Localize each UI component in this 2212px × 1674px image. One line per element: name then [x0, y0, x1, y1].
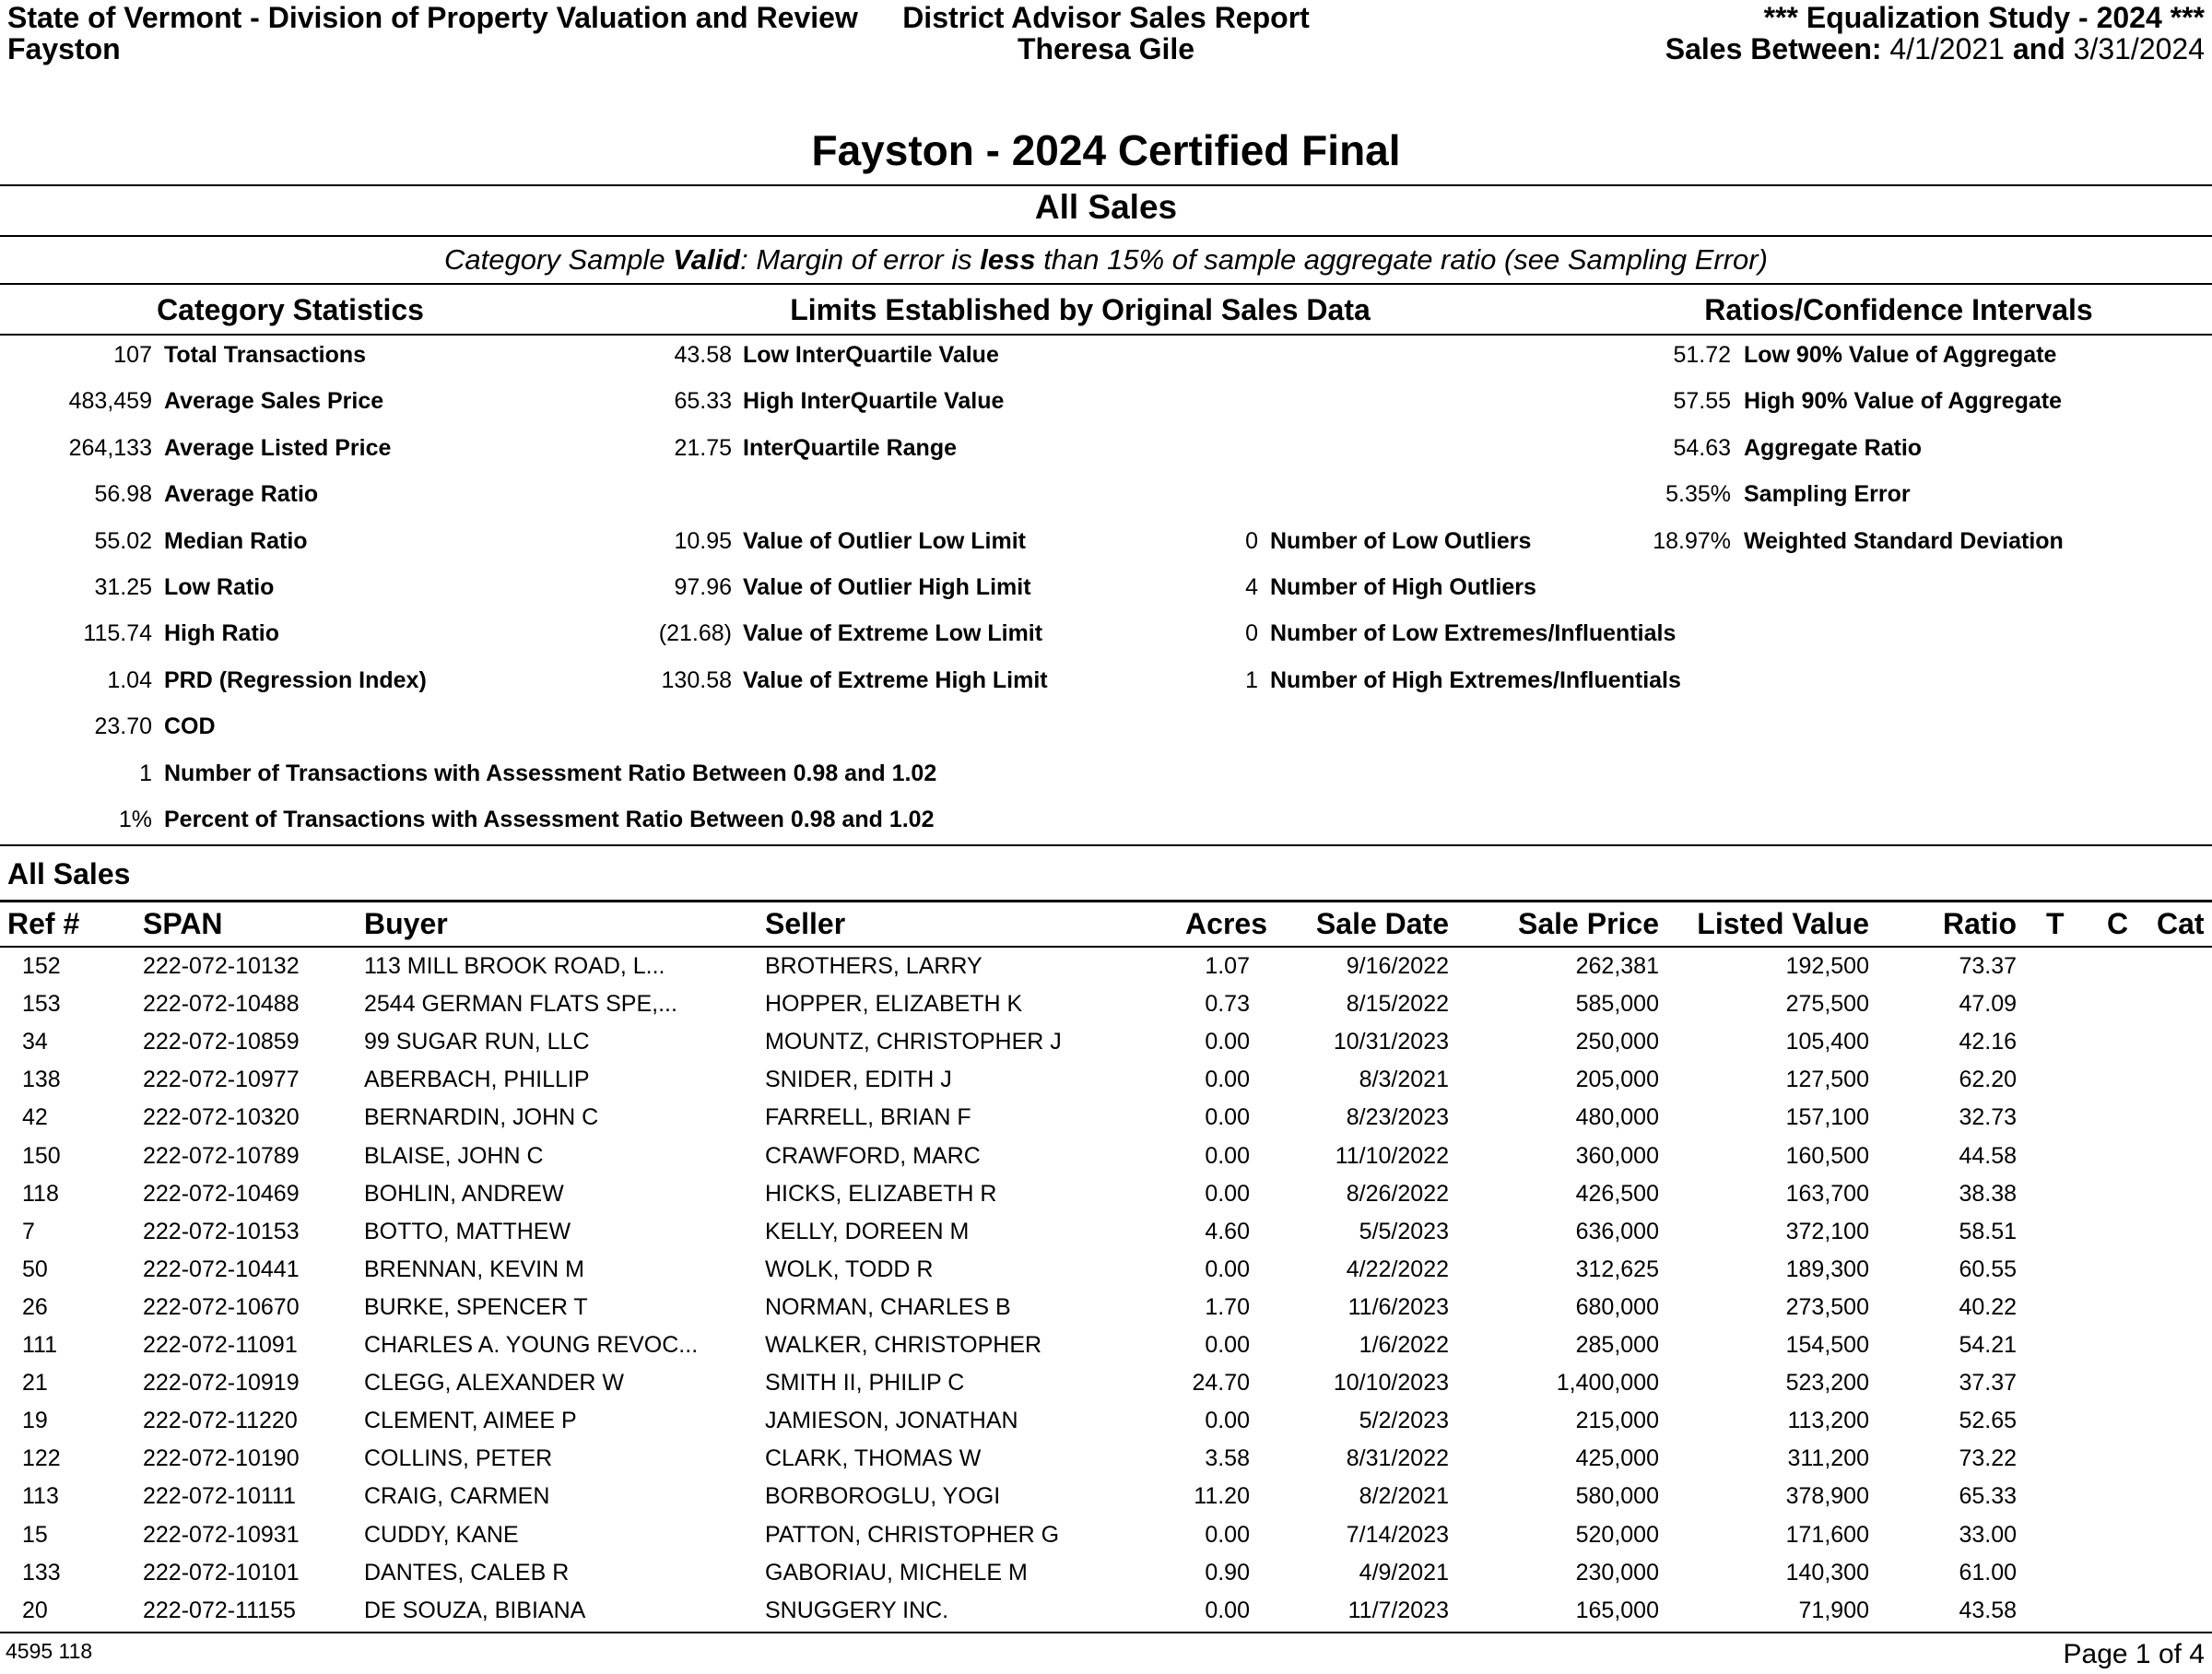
cell-sale-date: 9/16/2022	[1346, 953, 1449, 979]
col-cat: Cat	[2157, 907, 2205, 940]
limit-stat-label: Low InterQuartile Value	[743, 342, 999, 368]
cell-listed-value: 171,600	[1785, 1521, 1869, 1548]
cell-sale-price: 636,000	[1575, 1218, 1659, 1244]
cell-sale-date: 10/10/2023	[1333, 1370, 1449, 1397]
category-stat-value: 1%	[118, 807, 152, 832]
col-c: C	[2107, 907, 2129, 940]
cell-acres: 0.00	[1205, 1067, 1250, 1093]
cell-ratio: 43.58	[1959, 1597, 2017, 1623]
table-row	[0, 1445, 2212, 1475]
cell-ratio: 33.00	[1959, 1521, 2017, 1548]
cell-buyer: BOTTO, MATTHEW	[364, 1218, 571, 1244]
cell-acres: 0.00	[1205, 1256, 1250, 1282]
cell-ratio: 61.00	[1959, 1559, 2017, 1586]
cell-sale-date: 5/5/2023	[1359, 1218, 1449, 1244]
cell-sale-date: 8/23/2023	[1346, 1104, 1449, 1131]
cell-ref: 21	[22, 1370, 48, 1397]
ratios-heading: Ratios/Confidence Intervals	[1704, 293, 2093, 326]
header-study: *** Equalization Study - 2024 ***	[1763, 1, 2205, 34]
cell-listed-value: 157,100	[1785, 1104, 1869, 1131]
cell-acres: 1.07	[1205, 953, 1250, 979]
category-stat-row	[0, 806, 2212, 833]
divider	[0, 235, 2212, 237]
limit-stat-value: (21.68)	[658, 620, 732, 647]
cell-span: 222-072-11091	[143, 1332, 298, 1358]
cell-buyer: BLAISE, JOHN C	[364, 1142, 544, 1169]
category-stat-value: 31.25	[94, 574, 152, 600]
cell-listed-value: 163,700	[1785, 1180, 1869, 1207]
cell-sale-date: 8/26/2022	[1346, 1180, 1449, 1207]
category-stat-label: Average Ratio	[164, 481, 319, 508]
category-stat-value: 1	[139, 760, 152, 786]
cell-seller: KELLY, DOREEN M	[765, 1218, 970, 1244]
outlier-stat-value: 0	[1245, 620, 1258, 647]
cell-listed-value: 311,200	[1787, 1445, 1869, 1472]
limit-stat-label: Value of Extreme High Limit	[743, 666, 1048, 693]
cell-sale-date: 8/2/2021	[1359, 1483, 1449, 1510]
outlier-stat-value: 0	[1245, 527, 1258, 554]
cell-ratio: 52.65	[1959, 1408, 2017, 1434]
outlier-stat-label: Number of Low Outliers	[1270, 527, 1532, 554]
cell-ref: 34	[22, 1029, 48, 1055]
table-row	[0, 1256, 2212, 1286]
cell-listed-value: 192,500	[1785, 953, 1869, 979]
cell-seller: WOLK, TODD R	[765, 1256, 934, 1282]
cell-buyer: ABERBACH, PHILLIP	[364, 1067, 590, 1093]
outlier-stat-row	[0, 619, 2212, 647]
cell-ref: 20	[22, 1597, 48, 1623]
cell-ratio: 44.58	[1959, 1142, 2017, 1169]
col-buyer: Buyer	[364, 907, 448, 940]
cell-ref: 50	[22, 1256, 48, 1282]
cell-buyer: 99 SUGAR RUN, LLC	[364, 1029, 590, 1055]
cell-seller: SNIDER, EDITH J	[765, 1067, 952, 1093]
category-stat-label: Average Listed Price	[164, 434, 392, 461]
cell-ref: 138	[22, 1067, 61, 1093]
cell-ratio: 42.16	[1959, 1029, 2017, 1055]
cell-acres: 4.60	[1205, 1218, 1250, 1244]
outlier-stat-value: 1	[1245, 666, 1258, 693]
category-stat-value: 483,459	[68, 388, 152, 415]
ratio-stat-value: 18.97%	[1653, 527, 1731, 554]
table-row	[0, 1370, 2212, 1399]
cell-buyer: BERNARDIN, JOHN C	[364, 1104, 599, 1131]
category-stat-value: 56.98	[94, 481, 152, 508]
cell-seller: SMITH II, PHILIP C	[765, 1370, 965, 1397]
cell-span: 222-072-10488	[143, 991, 300, 1018]
outlier-stat-value: 4	[1245, 574, 1258, 600]
ratio-stat-value: 51.72	[1673, 342, 1731, 368]
ratio-stat-label: Low 90% Value of Aggregate	[1744, 342, 2057, 368]
cell-acres: 24.70	[1192, 1370, 1250, 1397]
cell-ratio: 73.37	[1959, 953, 2017, 979]
category-stat-value: 23.70	[94, 713, 152, 740]
cell-acres: 0.00	[1205, 1408, 1250, 1434]
cell-acres: 0.00	[1205, 1521, 1250, 1548]
cell-sale-price: 285,000	[1575, 1332, 1659, 1358]
category-stat-label: Low Ratio	[164, 574, 275, 600]
cell-span: 222-072-10101	[143, 1559, 300, 1586]
cell-ratio: 73.22	[1959, 1445, 2017, 1472]
cell-listed-value: 273,500	[1785, 1293, 1869, 1320]
cell-sale-date: 11/7/2023	[1347, 1597, 1449, 1623]
date-to: 3/31/2024	[2073, 32, 2205, 65]
table-row	[0, 1104, 2212, 1134]
cell-buyer: DANTES, CALEB R	[364, 1559, 570, 1586]
section-title: All Sales	[1034, 188, 1178, 226]
cell-sale-date: 5/2/2023	[1359, 1408, 1449, 1434]
cell-buyer: BRENNAN, KEVIN M	[364, 1256, 584, 1282]
page-number: Page 1 of 4	[2063, 1639, 2205, 1669]
header-advisor: Theresa Gile	[1017, 32, 1195, 65]
limit-stat-value: 21.75	[674, 434, 732, 461]
table-row	[0, 1560, 2212, 1589]
col-span: SPAN	[143, 907, 223, 940]
limit-stat-value: 10.95	[674, 527, 732, 554]
category-stat-row	[0, 760, 2212, 787]
ratio-stat-row	[0, 480, 2212, 508]
outlier-stat-label: Number of High Outliers	[1270, 574, 1536, 600]
ratio-stat-row	[0, 387, 2212, 415]
cell-ref: 152	[22, 953, 61, 979]
cell-ratio: 60.55	[1959, 1256, 2017, 1282]
table-row	[0, 1143, 2212, 1173]
outlier-stat-row	[0, 573, 2212, 601]
cell-sale-date: 4/9/2021	[1359, 1559, 1449, 1586]
cell-sale-date: 11/6/2023	[1347, 1293, 1449, 1320]
cell-span: 222-072-10931	[143, 1521, 300, 1548]
cell-ref: 113	[22, 1483, 59, 1510]
cell-acres: 0.00	[1205, 1142, 1250, 1169]
cell-sale-price: 215,000	[1575, 1408, 1659, 1434]
limit-stat-label: High InterQuartile Value	[743, 388, 1005, 415]
category-stat-label: PRD (Regression Index)	[164, 666, 427, 693]
table-row	[0, 1181, 2212, 1210]
cell-listed-value: 189,300	[1785, 1256, 1869, 1282]
ratio-stat-label: Weighted Standard Deviation	[1744, 527, 2064, 554]
sales-between-label: Sales Between:	[1665, 32, 1882, 65]
ratio-stat-label: High 90% Value of Aggregate	[1744, 388, 2062, 415]
cell-seller: HICKS, ELIZABETH R	[765, 1180, 997, 1207]
cell-sale-date: 1/6/2022	[1359, 1332, 1449, 1358]
outlier-stat-label: Number of High Extremes/Influentials	[1270, 666, 1681, 693]
divider	[0, 184, 2212, 186]
cell-listed-value: 160,500	[1785, 1142, 1869, 1169]
cell-span: 222-072-10919	[143, 1370, 300, 1397]
report-title: Fayston - 2024 Certified Final	[811, 126, 1401, 174]
cell-buyer: CLEGG, ALEXANDER W	[364, 1370, 625, 1397]
cell-listed-value: 275,500	[1785, 991, 1869, 1018]
ratio-stat-value: 54.63	[1673, 434, 1731, 461]
cell-seller: CLARK, THOMAS W	[765, 1445, 982, 1472]
cell-seller: HOPPER, ELIZABETH K	[765, 991, 1023, 1018]
cell-listed-value: 378,900	[1785, 1483, 1869, 1510]
category-stat-label: Average Sales Price	[164, 388, 384, 415]
category-stat-label: Percent of Transactions with Assessment Ratio Between 0.98 and 1.02	[164, 807, 935, 832]
header-sales-between	[1665, 33, 2205, 65]
cell-sale-price: 165,000	[1575, 1597, 1659, 1623]
cell-buyer: 113 MILL BROOK ROAD, L...	[364, 953, 665, 979]
cell-ref: 26	[22, 1293, 48, 1320]
cell-sale-price: 312,625	[1575, 1256, 1659, 1282]
col-sale-price: Sale Price	[1518, 907, 1659, 940]
cell-acres: 0.90	[1205, 1559, 1250, 1586]
cell-sale-price: 426,500	[1575, 1180, 1659, 1207]
cell-sale-date: 10/31/2023	[1333, 1029, 1449, 1055]
table-row	[0, 1408, 2212, 1437]
cell-sale-date: 8/3/2021	[1359, 1067, 1449, 1093]
header-agency: State of Vermont - Division of Property Valuation and Review	[7, 1, 858, 34]
cell-ratio: 38.38	[1959, 1180, 2017, 1207]
cell-acres: 0.00	[1205, 1104, 1250, 1131]
limit-stat-label: Value of Outlier High Limit	[743, 574, 1031, 600]
cell-span: 222-072-10153	[143, 1218, 300, 1244]
cell-sale-price: 480,000	[1575, 1104, 1659, 1131]
header-right	[1665, 2, 2205, 65]
date-from: 4/1/2021	[1889, 32, 2005, 65]
cell-ratio: 37.37	[1959, 1370, 2017, 1397]
cell-acres: 0.00	[1205, 1029, 1250, 1055]
cell-seller: WALKER, CHRISTOPHER	[765, 1332, 1042, 1358]
limit-stat-value: 97.96	[674, 574, 732, 600]
category-stat-label: Number of Transactions with Assessment Ratio Between 0.98 and 1.02	[164, 760, 937, 786]
category-stat-value: 264,133	[68, 434, 152, 461]
cell-ref: 15	[22, 1521, 48, 1548]
category-stat-value: 55.02	[94, 527, 152, 554]
table-row	[0, 1219, 2212, 1248]
cell-sale-date: 8/31/2022	[1346, 1445, 1449, 1472]
limit-stat-label: InterQuartile Range	[743, 434, 957, 461]
cell-acres: 3.58	[1205, 1445, 1250, 1472]
table-row	[0, 1332, 2212, 1362]
cell-ratio: 54.21	[1959, 1332, 2017, 1358]
table-row	[0, 1597, 2212, 1627]
limit-stat-label: Value of Outlier Low Limit	[743, 527, 1026, 554]
table-row	[0, 1067, 2212, 1096]
cell-span: 222-072-10320	[143, 1104, 300, 1131]
col-sale-date: Sale Date	[1315, 907, 1449, 940]
cell-ratio: 40.22	[1959, 1293, 2017, 1320]
cell-acres: 11.20	[1194, 1483, 1250, 1510]
cell-listed-value: 113,200	[1787, 1408, 1869, 1434]
cell-sale-price: 205,000	[1575, 1067, 1659, 1093]
table-row	[0, 1294, 2212, 1324]
divider	[0, 1632, 2212, 1633]
cell-listed-value: 127,500	[1785, 1067, 1869, 1093]
cell-sale-price: 360,000	[1575, 1142, 1659, 1169]
cell-span: 222-072-10190	[143, 1445, 300, 1472]
cell-ref: 118	[22, 1180, 59, 1207]
cell-listed-value: 105,400	[1785, 1029, 1869, 1055]
ratio-stat-value: 57.55	[1673, 388, 1731, 415]
category-stat-label: High Ratio	[164, 620, 279, 647]
cell-sale-price: 520,000	[1575, 1521, 1659, 1548]
header-left	[7, 2, 858, 65]
cell-ref: 7	[22, 1218, 35, 1244]
cell-listed-value: 71,900	[1798, 1597, 1869, 1623]
cell-seller: GABORIAU, MICHELE M	[765, 1559, 1028, 1586]
cell-span: 222-072-10859	[143, 1029, 300, 1055]
cell-ref: 122	[22, 1445, 61, 1472]
category-stat-row	[0, 713, 2212, 740]
cell-buyer: CRAIG, CARMEN	[364, 1483, 550, 1510]
cell-seller: SNUGGERY INC.	[765, 1597, 949, 1623]
cell-acres: 0.00	[1205, 1180, 1250, 1207]
sample-note: Category Sample Valid: Margin of error is less than 15% of sample aggregate ratio (see Sampling Error)	[444, 243, 1768, 276]
cell-buyer: BOHLIN, ANDREW	[364, 1180, 564, 1207]
cell-ref: 153	[22, 991, 61, 1018]
category-stat-value: 115.74	[83, 620, 152, 647]
col-t: T	[2046, 907, 2065, 940]
cell-sale-date: 11/10/2022	[1335, 1142, 1449, 1169]
ratio-stat-label: Aggregate Ratio	[1744, 434, 1923, 461]
cell-acres: 0.73	[1205, 991, 1250, 1018]
cell-seller: CRAWFORD, MARC	[765, 1142, 981, 1169]
cell-ratio: 32.73	[1959, 1104, 2017, 1131]
cell-sale-price: 585,000	[1575, 991, 1659, 1018]
footer-code: 4595 118	[6, 1639, 93, 1663]
cell-seller: JAMIESON, JONATHAN	[765, 1408, 1018, 1434]
col-ratio: Ratio	[1943, 907, 2017, 940]
cell-seller: NORMAN, CHARLES B	[765, 1293, 1011, 1320]
cell-ref: 42	[22, 1104, 48, 1131]
cell-ref: 111	[22, 1332, 58, 1358]
ratio-stat-row	[0, 341, 2212, 369]
cell-sale-price: 680,000	[1575, 1293, 1659, 1320]
category-stat-value: 1.04	[107, 666, 152, 693]
category-stat-label: Total Transactions	[164, 342, 367, 368]
sales-list-title: All Sales	[7, 857, 131, 890]
cell-seller: FARRELL, BRIAN F	[765, 1104, 971, 1131]
table-row	[0, 1522, 2212, 1551]
cell-ref: 150	[22, 1142, 61, 1169]
table-row	[0, 1483, 2212, 1513]
col-listed-value: Listed Value	[1697, 907, 1869, 940]
cell-buyer: CLEMENT, AIMEE P	[364, 1408, 577, 1434]
cell-seller: BORBOROGLU, YOGI	[765, 1483, 1001, 1510]
ratio-stat-row	[0, 434, 2212, 462]
header-town: Fayston	[7, 32, 121, 65]
divider	[0, 900, 2212, 902]
cell-buyer: DE SOUZA, BIBIANA	[364, 1597, 586, 1623]
cell-sale-price: 1,400,000	[1556, 1370, 1659, 1397]
cell-ref: 19	[22, 1408, 48, 1434]
limit-stat-value: 43.58	[674, 342, 732, 368]
cell-span: 222-072-10132	[143, 953, 300, 979]
cell-sale-price: 580,000	[1575, 1483, 1659, 1510]
limit-stat-label: Value of Extreme Low Limit	[743, 620, 1043, 647]
divider	[0, 946, 2212, 948]
outlier-stat-label: Number of Low Extremes/Influentials	[1270, 620, 1677, 647]
ratio-stat-label: Sampling Error	[1744, 481, 1911, 508]
divider	[0, 334, 2212, 336]
cell-listed-value: 154,500	[1785, 1332, 1869, 1358]
divider	[0, 283, 2212, 285]
cell-seller: MOUNTZ, CHRISTOPHER J	[765, 1029, 1062, 1055]
cell-sale-price: 250,000	[1575, 1029, 1659, 1055]
cell-listed-value: 140,300	[1785, 1559, 1869, 1586]
cell-sale-date: 7/14/2023	[1346, 1521, 1449, 1548]
col-ref: Ref #	[7, 907, 80, 940]
table-row	[0, 1029, 2212, 1058]
cell-buyer: BURKE, SPENCER T	[364, 1293, 588, 1320]
cell-buyer: CUDDY, KANE	[364, 1521, 519, 1548]
col-seller: Seller	[765, 907, 846, 940]
table-row	[0, 991, 2212, 1020]
cell-span: 222-072-10977	[143, 1067, 300, 1093]
cell-span: 222-072-10469	[143, 1180, 300, 1207]
table-row	[0, 953, 2212, 983]
outlier-stat-row	[0, 666, 2212, 694]
cell-sale-date: 4/22/2022	[1346, 1256, 1449, 1282]
cell-seller: PATTON, CHRISTOPHER G	[765, 1521, 1060, 1548]
header-center	[902, 2, 1310, 65]
header-report-name: District Advisor Sales Report	[902, 1, 1310, 34]
ratio-stat-row	[0, 527, 2212, 555]
cell-span: 222-072-10111	[143, 1483, 296, 1510]
limits-heading: Limits Established by Original Sales Data	[790, 293, 1371, 326]
category-statistics-heading: Category Statistics	[157, 293, 424, 326]
limit-stat-value: 65.33	[674, 388, 732, 415]
cell-span: 222-072-10789	[143, 1142, 300, 1169]
cell-acres: 0.00	[1205, 1597, 1250, 1623]
category-stat-label: Median Ratio	[164, 527, 308, 554]
cell-ref: 133	[22, 1559, 61, 1586]
cell-span: 222-072-10441	[143, 1256, 300, 1282]
cell-sale-price: 230,000	[1575, 1559, 1659, 1586]
cell-sale-date: 8/15/2022	[1346, 991, 1449, 1018]
cell-seller: BROTHERS, LARRY	[765, 953, 982, 979]
and-label: and	[2012, 32, 2065, 65]
cell-acres: 0.00	[1205, 1332, 1250, 1358]
cell-ratio: 58.51	[1959, 1218, 2017, 1244]
cell-ratio: 62.20	[1959, 1067, 2017, 1093]
cell-sale-price: 425,000	[1575, 1445, 1659, 1472]
cell-span: 222-072-10670	[143, 1293, 300, 1320]
cell-ratio: 65.33	[1959, 1483, 2017, 1510]
cell-span: 222-072-11155	[143, 1597, 296, 1623]
cell-span: 222-072-11220	[143, 1408, 298, 1434]
cell-listed-value: 372,100	[1785, 1218, 1869, 1244]
ratio-stat-value: 5.35%	[1665, 481, 1731, 508]
cell-buyer: COLLINS, PETER	[364, 1445, 553, 1472]
cell-buyer: 2544 GERMAN FLATS SPE,...	[364, 991, 677, 1018]
cell-buyer: CHARLES A. YOUNG REVOC...	[364, 1332, 699, 1358]
category-stat-label: COD	[164, 713, 216, 740]
cell-listed-value: 523,200	[1785, 1370, 1869, 1397]
limit-stat-value: 130.58	[661, 666, 732, 693]
cell-acres: 1.70	[1205, 1293, 1250, 1320]
category-stat-value: 107	[113, 342, 152, 368]
divider	[0, 844, 2212, 846]
cell-ratio: 47.09	[1959, 991, 2017, 1018]
cell-sale-price: 262,381	[1575, 953, 1659, 979]
col-acres: Acres	[1185, 907, 1267, 940]
